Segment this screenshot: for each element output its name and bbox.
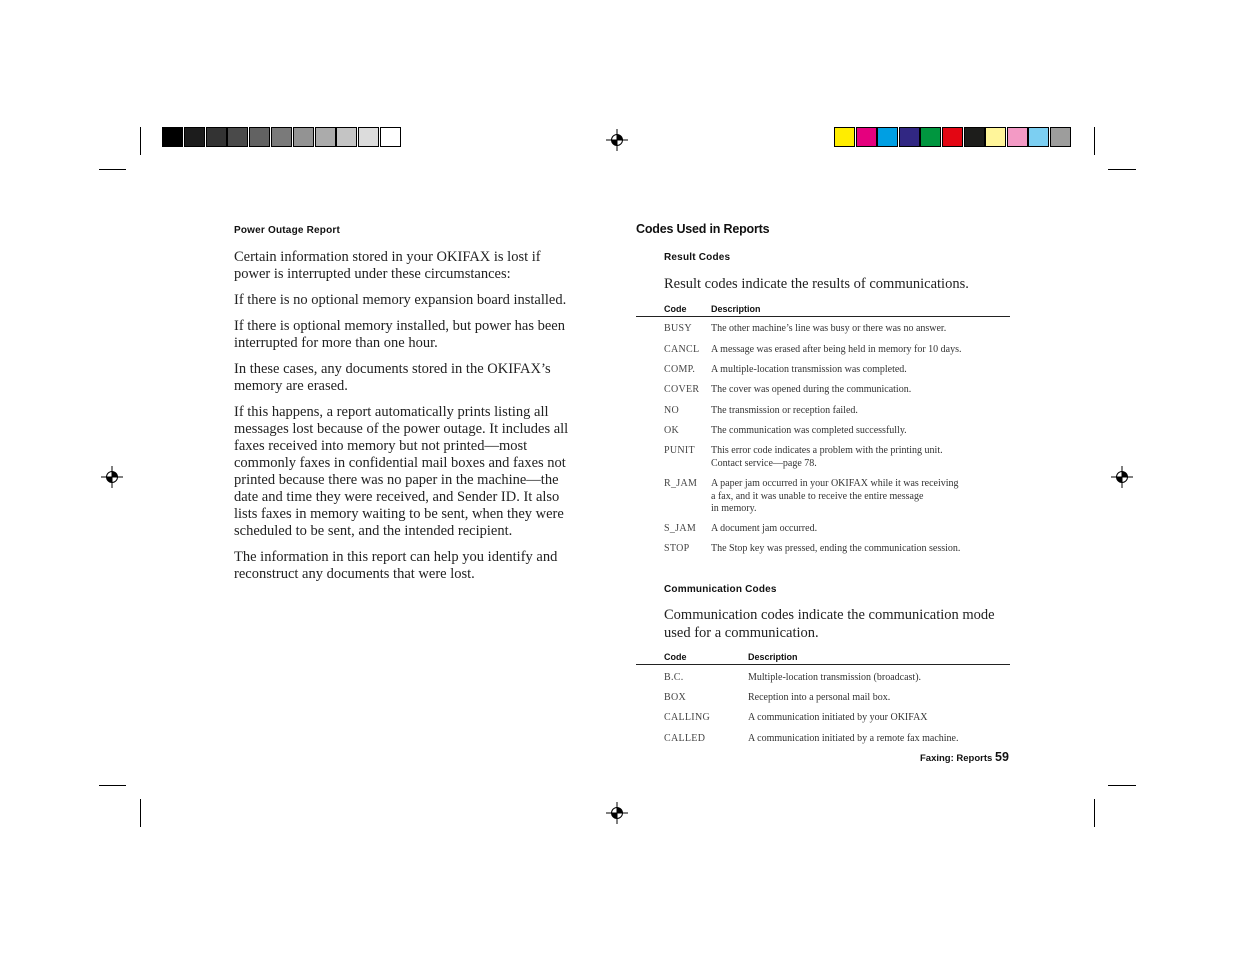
crop-mark [1094,127,1095,155]
color-swatch [293,127,314,147]
registration-mark-icon [606,129,628,151]
paragraph: The information in this report can help you identify and reconstruct any documents that were lost. [234,549,558,582]
crop-mark [140,799,141,827]
code-value: COMP. [664,364,696,375]
crop-mark [99,785,126,786]
paragraph: If this happens, a report automatically prints listing all messages lost because of the power outage. It includes all faxes received into memory but not printed—most commonly faxes in confidential mail boxes and faxes not printed because there was no paper in the machine—the date and time they were received, and Sender ID. It also lists faxes in memory waiting to be sent, when they were scheduled to be sent, and the intended recipient. [234,404,569,539]
footer-section-label: Faxing: Reports [920,753,993,764]
registration-mark-icon [101,466,123,488]
section-heading-codes: Codes Used in Reports [636,222,770,236]
code-value: PUNIT [664,445,695,456]
color-swatch [920,127,941,147]
code-value: S_JAM [664,523,697,534]
crop-mark [1108,169,1136,170]
paragraph: If there is no optional memory expansion board installed. [234,292,567,308]
code-description: A multiple-location transmission was completed. [711,364,907,375]
paragraph: If there is optional memory installed, but power has been interrupted for more than one hour. [234,318,565,351]
code-description: This error code indicates a problem with the printing unit. Contact service—page 78. [711,445,943,469]
code-value: NO [664,405,680,416]
color-swatch [1007,127,1028,147]
color-swatch [315,127,336,147]
registration-mark-icon [606,802,628,824]
table-rule [636,664,1010,665]
code-value: OK [664,425,680,436]
result-table-description-header: Description [711,304,761,314]
color-swatch [162,127,183,147]
code-value: CANCL [664,344,700,355]
color-swatch [856,127,877,147]
color-swatch [899,127,920,147]
code-value: CALLED [664,733,706,744]
code-description: The other machine’s line was busy or there was no answer. [711,323,947,334]
code-description: Multiple-location transmission (broadcast). [748,672,922,683]
communication-table-code-header: Code [664,652,687,662]
color-swatch [271,127,292,147]
color-swatch [834,127,855,147]
color-swatch [206,127,227,147]
code-description: A communication initiated by your OKIFAX [748,712,928,723]
code-description: A message was erased after being held in memory for 10 days. [711,344,962,355]
color-swatch [227,127,248,147]
code-description: A communication initiated by a remote fax machine. [748,733,959,744]
code-value: B.C. [664,672,684,683]
crop-mark [99,169,126,170]
communication-table-description-header: Description [748,652,798,662]
code-value: BUSY [664,323,692,334]
color-swatch [380,127,401,147]
paragraph: In these cases, any documents stored in the OKIFAX’s memory are erased. [234,361,551,394]
color-swatch [1028,127,1049,147]
left-column-text [234,249,579,592]
code-value: BOX [664,692,687,703]
page-number: 59 [995,750,1009,764]
subheading-communication-codes: Communication Codes [664,584,777,595]
color-swatch [249,127,270,147]
section-heading-power-outage: Power Outage Report [234,225,341,236]
color-swatch [964,127,985,147]
crop-mark [140,127,141,155]
code-value: R_JAM [664,478,698,489]
result-codes-intro: Result codes indicate the results of communications. [664,276,969,292]
code-value: STOP [664,543,690,554]
code-description: A document jam occurred. [711,523,818,534]
communication-codes-intro: Communication codes indicate the communication mode used for a communication. [664,607,995,641]
color-swatch [1050,127,1071,147]
color-swatch [877,127,898,147]
code-description: Reception into a personal mail box. [748,692,891,703]
crop-mark [1094,799,1095,827]
color-swatch [336,127,357,147]
color-swatch [942,127,963,147]
code-value: CALLING [664,712,710,723]
crop-mark [1108,785,1136,786]
color-swatch [358,127,379,147]
color-swatch [985,127,1006,147]
code-description: The cover was opened during the communication. [711,384,912,395]
registration-mark-icon [1111,466,1133,488]
paragraph: Certain information stored in your OKIFAX is lost if power is interrupted under these circumstances: [234,249,541,282]
table-rule [636,316,1010,317]
code-description: A paper jam occurred in your OKIFAX while it was receiving a fax, and it was unable to receive the entire message in memory. [711,478,959,514]
code-value: COVER [664,384,700,395]
code-description: The communication was completed successfully. [711,425,907,436]
code-description: The Stop key was pressed, ending the communication session. [711,543,961,554]
code-description: The transmission or reception failed. [711,405,858,416]
result-table-code-header: Code [664,304,687,314]
subheading-result-codes: Result Codes [664,252,731,263]
color-swatch [184,127,205,147]
